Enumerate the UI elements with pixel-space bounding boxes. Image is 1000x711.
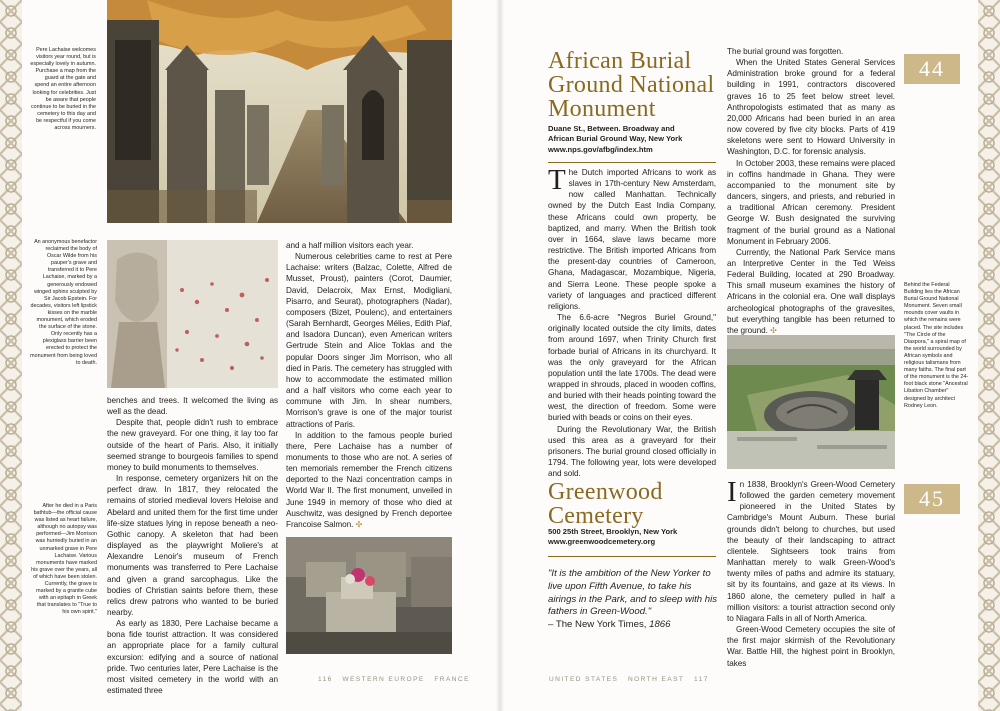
folio-left-country: FRANCE — [434, 676, 470, 683]
greenwood-quote — [548, 568, 718, 632]
folio-left — [318, 676, 470, 683]
title-line: Greenwood — [548, 479, 663, 505]
greenwood-paragraph — [727, 476, 895, 624]
right-ornament-border — [978, 0, 1000, 711]
african-burial-address — [548, 124, 718, 155]
left-col1-paragraph: benches and trees. It welcomed the living as well as the dead. — [107, 396, 278, 417]
african-paragraph: When the United States General Services Administration broke ground for a federal building in 1991, contractors discovered graves 16 to 25 feet below street level. Anthropologists estimated that as many as 20,000 Africans had been buried in an area now covered by five city blocks. Parts of 419 skeletons were sent to Howard University in Washington, D.C. for forensic analysis. — [727, 58, 895, 157]
quote-year: 1866 — [649, 619, 671, 631]
left-col1-paragraph: As early as 1830, Pere Lachaise became a bona fide tourist attraction. It was considered an appropriate place for a family cultural excursion: edifying and a source of national pride. Two centuries later, Pere Lachaise is the most visited cemetery in the world with an estimated three — [107, 619, 278, 696]
drop-cap: T — [548, 164, 566, 196]
section-rule — [548, 556, 716, 557]
african-paragraph: In October 2003, these remains were placed in coffins handmade in Ghana. They were accompanied to the monument site by dancers, singers, and priests, and reburied in a traditional African ceremony. President George W. Bush designated the surviving fragment of the burial ground as a National Monument in February 2006. — [727, 158, 896, 246]
african-text: he Dutch imported Africans to work as slaves in 17th-century New Amsterdam, now called Manhattan. Technically owned by the Dutch East India Company, these Africans could own property, be baptized, and marry. When the British took over in 1664, slave laws became more restrictive. The British imported Africans from the present-day countries of Cameroon, Ghana, Madagascar, Mozambique, Nigeria, and Sierra Leone. These people spoke a variety of languages and practiced different religions. — [548, 168, 716, 311]
section-rule — [548, 162, 716, 163]
photo-cemetery-path — [107, 0, 452, 223]
african-burial-title — [548, 49, 728, 121]
african-paragraph: During the Revolutionary War, the British used this area as a graveyard for their prisoners. The burial ground closed officially in 1794. The following year, lots were developed and sold. — [548, 424, 716, 479]
caption-federal: Behind the Federal Building lies the African Burial Ground National Monument. Seven small mounds cover vaults in which the remains were placed. The site includes "The Circle of the Diaspora," a spiral map of the world surrounded by African symbols and religious talismans from many faiths. The final part of the monument is the 24-foot black stone "Ancestral Libation Chamber" designed by architect Rodney Leon. — [904, 282, 969, 409]
book-gutter — [496, 0, 504, 711]
photo-morrison-grave — [286, 537, 452, 654]
photo-african-burial-monument — [727, 335, 895, 469]
greenwood-body-column — [727, 476, 895, 669]
address-line: Duane St., Between. Broadway and — [548, 124, 675, 133]
left-body-column-1 — [107, 395, 278, 696]
folio-right — [549, 676, 709, 683]
left-col1-paragraph: In response, cemetery organizers hit on the perfect draw. In 1817, they relocated the remains of storied medieval lovers Heloise and Abelard and united them for the first time under life-size statues lying in repose beneath a neo-Gothic canopy. A skeleton that had been displayed as the playwright Moliere's at Alexandre Lenoir's museum of French monuments was transferred to Pere Lachaise and given a grand sarcophagus. Like the bodies of Christian saints before them, these relics drew patrons who wanted to be buried nearby. — [107, 474, 278, 617]
african-body-column-2 — [727, 46, 895, 336]
left-col2-paragraph — [286, 430, 452, 530]
african-body-column-1 — [548, 164, 716, 479]
fleuron-icon: ✣ — [770, 325, 777, 335]
african-text: Currently, the National Park Service mans an Interpretive Center in the Ted Weiss Federal Building, located at 290 Broadway. This small museum examines the history of Africans in the colonial era. One wall displays archeological photographs of the gravesites, but everything tangible has been returned to the ground. — [727, 247, 895, 335]
address-line: African Burial Ground Way, New York — [548, 134, 683, 144]
drop-cap: I — [727, 476, 737, 508]
address-line: 500 25th Street, Brooklyn, New York — [548, 527, 678, 536]
fleuron-icon: ✣ — [355, 519, 363, 529]
caption-morrison: After he died in a Paris bathtub—the official cause was listed as heart failure, although no autopsy was performed—Jim Morrison was hurriedly buried in an unmarked grave in Pere Lachaise. Various monuments have marked his grave over the years, all of which have been stolen. Currently, the grave is marked by a granite cube with an epitaph in Greek that translates to "True to his own spirit." — [31, 503, 97, 616]
left-col1-paragraph: Despite that, people didn't rush to embrace the new graveyard. For one thing, it lay too far outside of the heart of Paris. Also, it initially seemed strange to bourgeois families to spend money to build monuments to themselves. — [107, 418, 278, 472]
greenwood-paragraph: Green-Wood Cemetery occupies the site of the first major skirmish of the Revolutionary War. Battle Hill, the highest point in Brooklyn, takes — [727, 625, 895, 668]
folio-right-number: 117 — [694, 676, 709, 683]
caption-autumn: Pere Lachaise welcomes visitors year round, but is especially lovely in autumn. Purchase a map from the guard at the gate and spend an entire afternoon looking for celebrities. Just be aware that people continue to be buried in the cemetery to this day and be respectful if you come across mourners. — [30, 47, 96, 132]
african-paragraph: The burial ground was forgotten. — [727, 47, 844, 56]
left-col2-paragraph: and a half million visitors each year. — [286, 241, 414, 250]
title-line: African Burial — [548, 48, 692, 74]
african-paragraph — [727, 247, 895, 336]
folio-right-section: UNITED STATES — [549, 676, 619, 683]
quote-text: "It is the ambition of the New Yorker to live upon Fifth Avenue, to take his airings in the Park, and to sleep with his fathers in Green-Wood." — [548, 568, 718, 618]
greenwood-title — [548, 480, 718, 528]
photo-wilde-sphinx — [107, 240, 278, 388]
folio-right-region: NORTH EAST — [627, 676, 685, 683]
address-link[interactable]: www.greenwoodcemetery.org — [548, 537, 656, 547]
folio-left-number: 116 — [318, 676, 333, 683]
entry-number-44: 44 — [904, 54, 960, 84]
address-link[interactable]: www.nps.gov/afbg/index.htm — [548, 144, 653, 154]
caption-wilde: An anonymous benefactor reclaimed the body of Oscar Wilde from his pauper's grave and transferred it to Pere Lachaise, marked by a generously endowed winged sphinx sculpted by Sir Jacob Epstein. For decades, visitors left lipstick kisses on the marble monument, which eroded the surface of the stone. Only recently has a plexiglass barrier been erected to protect the monument from being loved to death. — [30, 239, 97, 366]
title-line: Monument — [548, 96, 656, 122]
left-ornament-border — [0, 0, 22, 711]
greenwood-address — [548, 527, 718, 548]
greenwood-text: n 1838, Brooklyn's Green-Wood Cemetery followed the garden cemetery movement pioneered in the United States by Cambridge's Mount Auburn. These burial grounds didn't belong to churches, but used the beauty of their landscaping to attract clientele. Sightseers took trains from Manhattan merely to walk Green-Wood's twenty miles of paths and admire its statuary, sit by its fountains, and gaze at its views. In 1860 alone, the cemetery pulled in half a million visitors: a tourist attraction second only to Niagara Falls in all of North America. — [727, 480, 895, 623]
african-paragraph — [548, 164, 716, 312]
quote-source-name: – The New York Times, — [548, 619, 650, 631]
african-paragraph: The 6.6-acre "Negros Buriel Ground," originally located outside the city limits, dates from around 1697, when Trinity Church first forbade burial of Africans in its churchyard. It was the only graveyard for the African population until the late 1700s. The dead were wrapped in shrouds, placed in wooden coffins, and buried with their heads pointing toward the west, the direction of freedom. Some were buried with beads or coins on their eyes. — [548, 313, 716, 423]
entry-number-45: 45 — [904, 484, 960, 514]
folio-left-section: WESTERN EUROPE — [342, 676, 425, 683]
quote-source — [548, 619, 718, 632]
left-body-column-2 — [286, 240, 452, 530]
title-line: Cemetery — [548, 503, 644, 529]
left-col2-text: In addition to the famous people buried there, Pere Lachaise has a number of monuments to those who are not. A series of ten memorials remember the French citizens deported to the Nazi concentration camps in World War II. The first monument, unveiled in June 1949 in memory of those who died at Auschwitz, was designed by French deportee Francoise Salmon. — [286, 430, 452, 529]
left-col2-paragraph: Numerous celebrities came to rest at Pere Lachaise: writers (Balzac, Colette, Alfred de Musset, Proust), painters (Corot, Daumier, David, Delacroix, Max Ernst, Modigliani, Pisarro, and Seurat), photographers (Nadar), composers (Bizet, Poulenc), and entertainers (Sarah Bernhardt, Georges Mélies, Edith Piaf, and Isadora Duncan), even American writers Gertrude Stein and Alice Toklas and the popular Doors singer Jim Morrison, who all died in Paris. The cemetery has struggled with how to accommodate the estimated million and a half visitors who come each year to commune with Jim. In shear numbers, Morrison's grave is one of the major tourist attractions of Paris. — [286, 252, 452, 429]
title-line: Ground National — [548, 72, 715, 98]
